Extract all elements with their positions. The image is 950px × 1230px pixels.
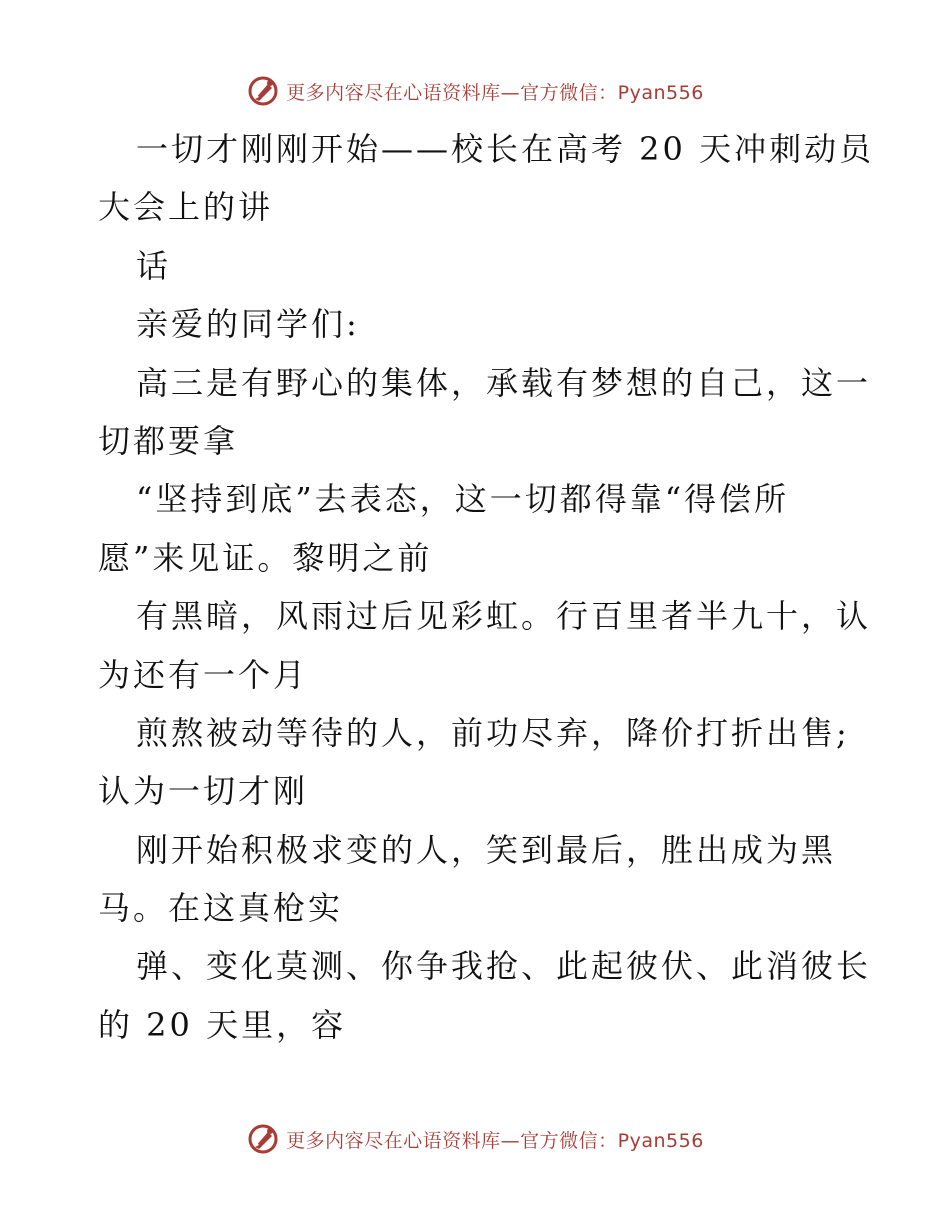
text-line: 为还有一个月 bbox=[98, 655, 309, 694]
pen-nib-logo-icon bbox=[246, 1122, 280, 1156]
text-line: 煎熬被动等待的人，前功尽弃，降价打折出售; bbox=[136, 713, 850, 752]
text-line: 愿”来见证。黎明之前 bbox=[98, 538, 433, 577]
text-line: 刚开始积极求变的人，笑到最后，胜出成为黑 bbox=[136, 830, 837, 869]
watermark-text: 更多内容尽在心语资料库—官方微信：Pyan556 bbox=[286, 81, 704, 104]
footer-watermark bbox=[0, 1119, 950, 1159]
text-line: 切都要拿 bbox=[98, 421, 239, 460]
text-line: 亲爱的同学们: bbox=[136, 305, 360, 344]
text-line: 马。在这真枪实 bbox=[98, 889, 344, 928]
text-line: “坚持到底”去表态，这一切都得靠“得偿所 bbox=[136, 480, 790, 519]
text-line: 有黑暗，风雨过后见彩虹。行百里者半九十，认 bbox=[136, 597, 872, 636]
text-line: 认为一切才刚 bbox=[98, 772, 309, 811]
text-line: 话 bbox=[136, 246, 172, 285]
header-watermark bbox=[0, 71, 950, 111]
text-line: 一切才刚刚开始——校长在高考 20 天冲刺动员 bbox=[136, 130, 875, 168]
text-line: 的 20 天里，容 bbox=[98, 1005, 347, 1044]
text-line: 大会上的讲 bbox=[98, 188, 274, 227]
watermark-text: 更多内容尽在心语资料库—官方微信：Pyan556 bbox=[286, 1129, 704, 1152]
text-line: 弹、变化莫测、你争我抢、此起彼伏、此消彼长 bbox=[136, 947, 872, 986]
text-line: 高三是有野心的集体，承载有梦想的自己，这一 bbox=[136, 363, 872, 402]
document-body bbox=[98, 120, 875, 1054]
pen-nib-logo-icon bbox=[246, 74, 280, 108]
